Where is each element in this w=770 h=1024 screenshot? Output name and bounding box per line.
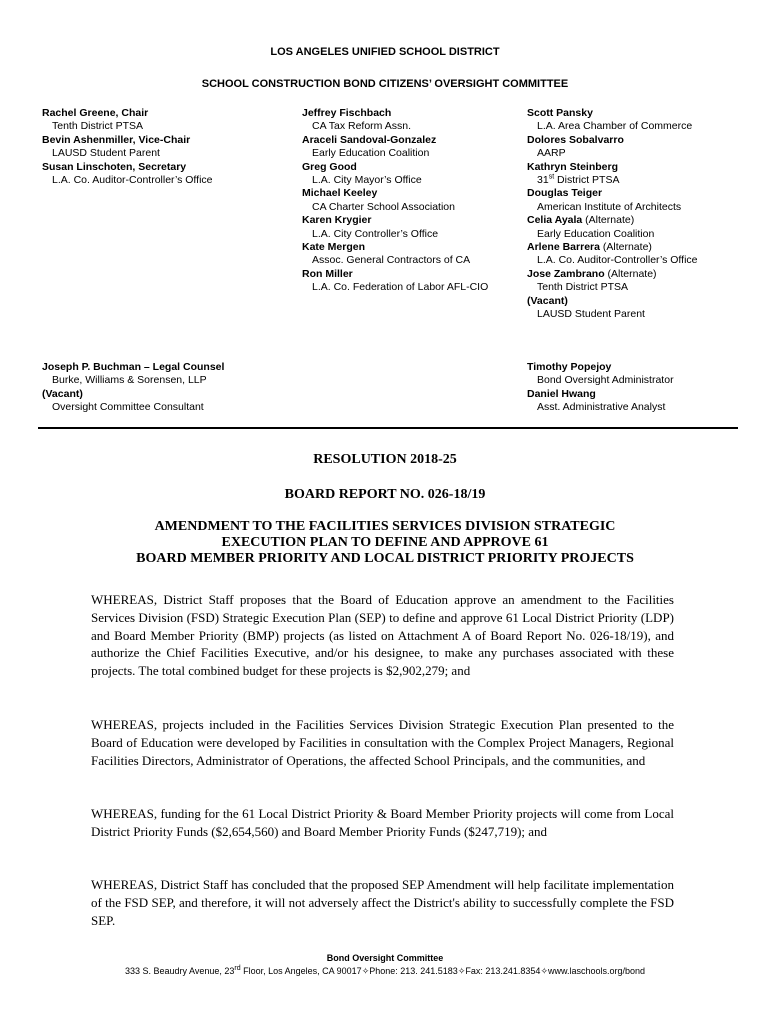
member-organization: Early Education Coalition — [312, 147, 430, 160]
footer-contact — [0, 966, 770, 977]
member-entry — [527, 241, 698, 268]
member-entry — [527, 295, 698, 322]
member-entry — [42, 161, 213, 188]
board-report-number: BOARD REPORT NO. 026-18/19 — [284, 487, 486, 502]
member-organization: Early Education Coalition — [537, 227, 655, 240]
member-name — [42, 161, 213, 174]
member-name — [302, 107, 488, 120]
members-column-2 — [302, 107, 488, 295]
subject-line: BOARD MEMBER PRIORITY AND LOCAL DISTRICT PRIORITY PROJECTS — [136, 551, 634, 566]
member-name — [527, 214, 698, 227]
footer-address-rest: Floor, Los Angeles, CA 90017 — [240, 966, 362, 976]
member-organization: LAUSD Student Parent — [52, 147, 160, 160]
member-name — [302, 187, 488, 200]
member-entry — [302, 161, 488, 188]
member-name — [42, 134, 213, 147]
header-divider — [38, 427, 738, 429]
member-alternate-tag: (Alternate) — [604, 267, 657, 280]
member-entry — [42, 388, 224, 415]
member-organization: LAUSD Student Parent — [537, 308, 645, 321]
member-name — [302, 241, 488, 254]
member-entry — [42, 134, 213, 161]
member-organization: Assoc. General Contractors of CA — [312, 254, 471, 267]
member-name-text: Celia Ayala — [527, 214, 583, 227]
member-organization: American Institute of Architects — [537, 200, 682, 213]
member-name-text: Jose Zambrano — [527, 267, 605, 280]
subject-line: EXECUTION PLAN TO DEFINE AND APPROVE 61 — [221, 535, 549, 550]
member-name — [527, 161, 698, 174]
member-name — [527, 268, 698, 281]
member-entry — [527, 388, 674, 415]
member-name-text: Dolores Sobalvarro — [527, 133, 624, 146]
member-name-text: Arlene Barrera — [527, 241, 600, 254]
footer-website: www.laschools.org/bond — [547, 966, 646, 976]
member-organization: L.A. City Controller’s Office — [312, 227, 439, 240]
member-entry — [302, 107, 488, 134]
footer-address: 333 S. Beaudry Avenue, 23 — [124, 966, 235, 976]
footer-phone: Phone: 213. 241.5183 — [369, 966, 458, 976]
member-name-text: (Vacant) — [42, 387, 83, 400]
member-name-text: Michael Keeley — [302, 187, 378, 200]
member-entry — [42, 107, 213, 134]
members-column-3 — [527, 107, 698, 322]
member-name — [302, 214, 488, 227]
member-organization: L.A. City Mayor’s Office — [312, 174, 422, 187]
member-organization: Bond Oversight Administrator — [537, 374, 674, 387]
member-name — [527, 295, 698, 308]
org-number: 31 — [537, 174, 549, 187]
member-name-text: Joseph P. Buchman – Legal Counsel — [42, 361, 225, 373]
member-name — [302, 134, 488, 147]
member-name-text: Douglas Teiger — [527, 187, 603, 200]
member-organization: L.A. Area Chamber of Commerce — [537, 120, 693, 133]
member-name — [527, 187, 698, 200]
member-name — [527, 361, 674, 374]
member-name-text: Jeffrey Fischbach — [302, 107, 392, 119]
member-organization: Burke, Williams & Sorensen, LLP — [52, 374, 207, 387]
member-organization: L.A. Co. Auditor-Controller’s Office — [537, 254, 698, 267]
member-name-text: Rachel Greene, Chair — [42, 107, 149, 119]
member-organization: Asst. Administrative Analyst — [537, 401, 666, 414]
member-entry — [42, 361, 224, 388]
member-organization: Tenth District PTSA — [537, 281, 629, 294]
member-name — [42, 388, 224, 401]
member-name-text: (Vacant) — [527, 294, 568, 307]
member-name — [42, 107, 213, 120]
subject-line: AMENDMENT TO THE FACILITIES SERVICES DIVISION STRATEGIC — [154, 519, 616, 534]
member-name-text: Araceli Sandoval-Gonzalez — [302, 133, 437, 146]
member-name-text: Kate Mergen — [302, 241, 366, 254]
member-organization: CA Tax Reform Assn. — [312, 120, 412, 133]
member-name-text: Daniel Hwang — [527, 387, 596, 400]
member-name-text: Timothy Popejoy — [527, 361, 612, 373]
member-name-text: Karen Krygier — [302, 214, 372, 227]
member-name — [527, 134, 698, 147]
member-organization: AARP — [537, 147, 566, 160]
member-entry — [302, 134, 488, 161]
separator-icon: ✧ — [361, 966, 370, 976]
member-entry — [302, 187, 488, 214]
footer-address-sup: rd — [234, 965, 241, 972]
member-entry — [527, 134, 698, 161]
member-name — [302, 268, 488, 281]
member-name — [302, 161, 488, 174]
member-name-text: Bevin Ashenmiller, Vice-Chair — [42, 133, 191, 146]
member-name-text: Greg Good — [302, 160, 357, 173]
member-organization — [527, 174, 698, 187]
member-entry — [527, 187, 698, 214]
member-organization: L.A. Co. Federation of Labor AFL-CIO — [312, 281, 489, 294]
separator-icon: ✧ — [540, 966, 548, 976]
whereas-paragraph-2: WHEREAS, projects included in the Facilities Services Division Strategic Execution Plan presented to the Board of Education were developed by Facilities in consultation with the Complex Project Managers, Regional Facilities Directors, Administrator of Operations, the affected School Principals, and the communities, and — [91, 717, 674, 768]
member-entry — [527, 361, 674, 388]
district-name: LOS ANGELES UNIFIED SCHOOL DISTRICT — [270, 46, 500, 58]
member-entry — [527, 268, 698, 295]
counsel-column — [42, 361, 224, 415]
org-rest: District PTSA — [554, 174, 620, 187]
whereas-paragraph-1: WHEREAS, District Staff proposes that the Board of Education approve an amendment to the Facilities Services Division (FSD) Strategic Execution Plan (SEP) to define and approve 61 Local District Priority (LDP) and Board Member Priority (BMP) projects (as listed on Attachment A of Board Report No. 026-18/19), and authorize the Chief Facilities Executive, and/or his designee, to make any purchases associated with these projects. The total combined budget for these projects is $2,902,279; and — [91, 592, 674, 679]
member-name-text: Scott Pansky — [527, 107, 593, 119]
member-entry — [302, 268, 488, 295]
member-entry — [527, 107, 698, 134]
member-name — [527, 241, 698, 254]
org-ordinal: st — [548, 173, 555, 181]
footer-fax: Fax: 213.241.8354 — [465, 966, 541, 976]
member-organization: Oversight Committee Consultant — [52, 401, 204, 414]
members-column-1 — [42, 107, 213, 187]
separator-icon: ✧ — [457, 966, 466, 976]
member-name-text: Ron Miller — [302, 267, 353, 280]
committee-name: SCHOOL CONSTRUCTION BOND CITIZENS’ OVERSIGHT COMMITTEE — [201, 78, 569, 90]
member-name — [527, 107, 698, 120]
member-name-text: Kathryn Steinberg — [527, 160, 619, 173]
member-entry — [302, 241, 488, 268]
staff-column — [527, 361, 674, 415]
resolution-subject — [0, 519, 770, 567]
member-organization: L.A. Co. Auditor-Controller’s Office — [52, 174, 213, 187]
member-organization: CA Charter School Association — [312, 200, 455, 213]
footer-org: Bond Oversight Committee — [326, 953, 444, 963]
member-alternate-tag: (Alternate) — [582, 214, 635, 227]
member-entry — [302, 214, 488, 241]
member-name-text: Susan Linschoten, Secretary — [42, 160, 187, 173]
member-name — [42, 361, 224, 374]
member-alternate-tag: (Alternate) — [599, 241, 652, 254]
member-organization: Tenth District PTSA — [52, 120, 144, 133]
resolution-number: RESOLUTION 2018-25 — [313, 452, 457, 467]
whereas-paragraph-4: WHEREAS, District Staff has concluded that the proposed SEP Amendment will help facilitate implementation of the FSD SEP, and therefore, it will not adversely affect the District's ability to successfully complete the FSD SEP. — [91, 877, 674, 928]
whereas-paragraph-3: WHEREAS, funding for the 61 Local District Priority & Board Member Priority projects will come from Local District Priority Funds ($2,654,560) and Board Member Priority Funds ($247,719); and — [91, 806, 674, 839]
member-name — [527, 388, 674, 401]
member-entry — [527, 161, 698, 188]
member-entry — [527, 214, 698, 241]
